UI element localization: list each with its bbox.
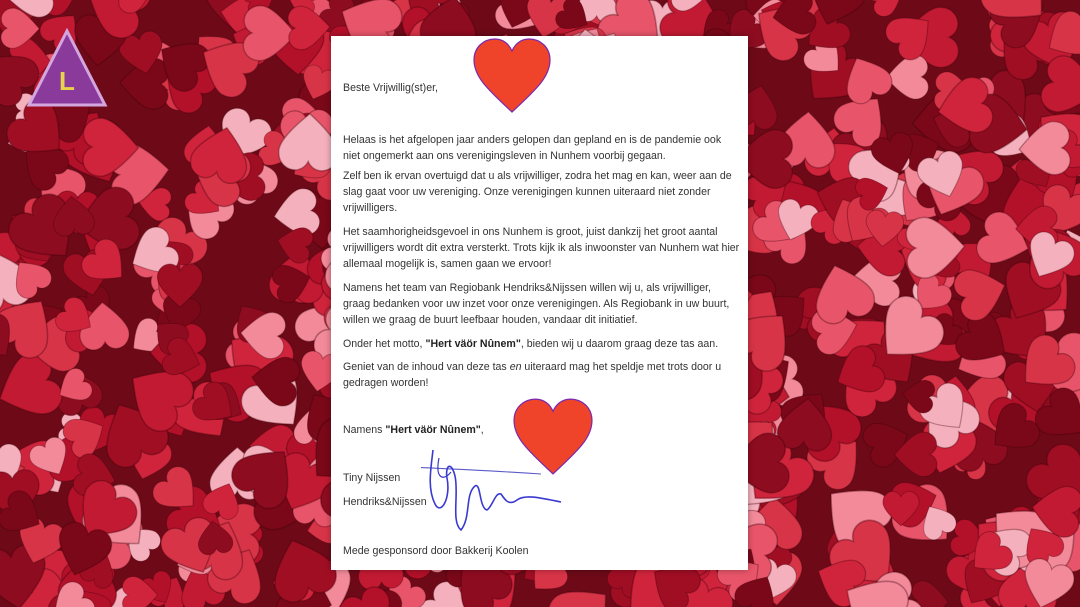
closing: Namens "Hert väör Nûnem", <box>343 424 484 436</box>
signer-company: Hendriks&Nijssen <box>343 496 427 508</box>
paragraph-2: Zelf ben ik ervan overtuigd dat u als vrijwilliger, zodra het mag en kan, weer aan de slag gaat voor uw vereniging. Onze verenigingen kunnen uiteraard niet zonder vrijwilligers. <box>343 170 732 214</box>
paragraph-1: Helaas is het afgelopen jaar anders gelopen dan gepland en is de pandemie ook niet ongemerkt aan ons verenigingsleven in Nunhem voorbij gegaan. <box>343 134 722 162</box>
paragraph-3: Het saamhorigheidsgevoel in ons Nunhem is groot, juist dankzij het groot aantal vrijwilligers wordt dit extra versterkt. Trots kijk ik als inwoonster van Nunhem wat hier allemaal mogelijk is, samen gaan we ervoor! <box>343 226 740 270</box>
logo-triangle-icon <box>26 28 108 108</box>
paragraph-5: Onder het motto, "Hert väör Nûnem", bieden wij u daarom graag deze tas aan. <box>343 338 719 350</box>
top-heart-icon <box>472 38 552 114</box>
sponsor-line: Mede gesponsord door Bakkerij Koolen <box>343 545 529 557</box>
greeting: Beste Vrijwillig(st)er, <box>343 82 438 94</box>
logo-letter: L <box>59 66 75 96</box>
letter-page <box>331 36 748 570</box>
paragraph-6: Geniet van de inhoud van deze tas en uiteraard mag het speldje met trots door u gedragen worden! <box>343 361 722 389</box>
paragraph-4: Namens het team van Regiobank Hendriks&Nijssen willen wij u, als vrijwilliger, graag bedanken voor uw inzet voor onze verenigingen. Als Regiobank in uw buurt, willen we graag de buurt leefbaar houden, vandaar dit initiatief. <box>343 282 730 326</box>
signature-icon <box>421 448 571 536</box>
signer-name: Tiny Nijssen <box>343 472 401 484</box>
